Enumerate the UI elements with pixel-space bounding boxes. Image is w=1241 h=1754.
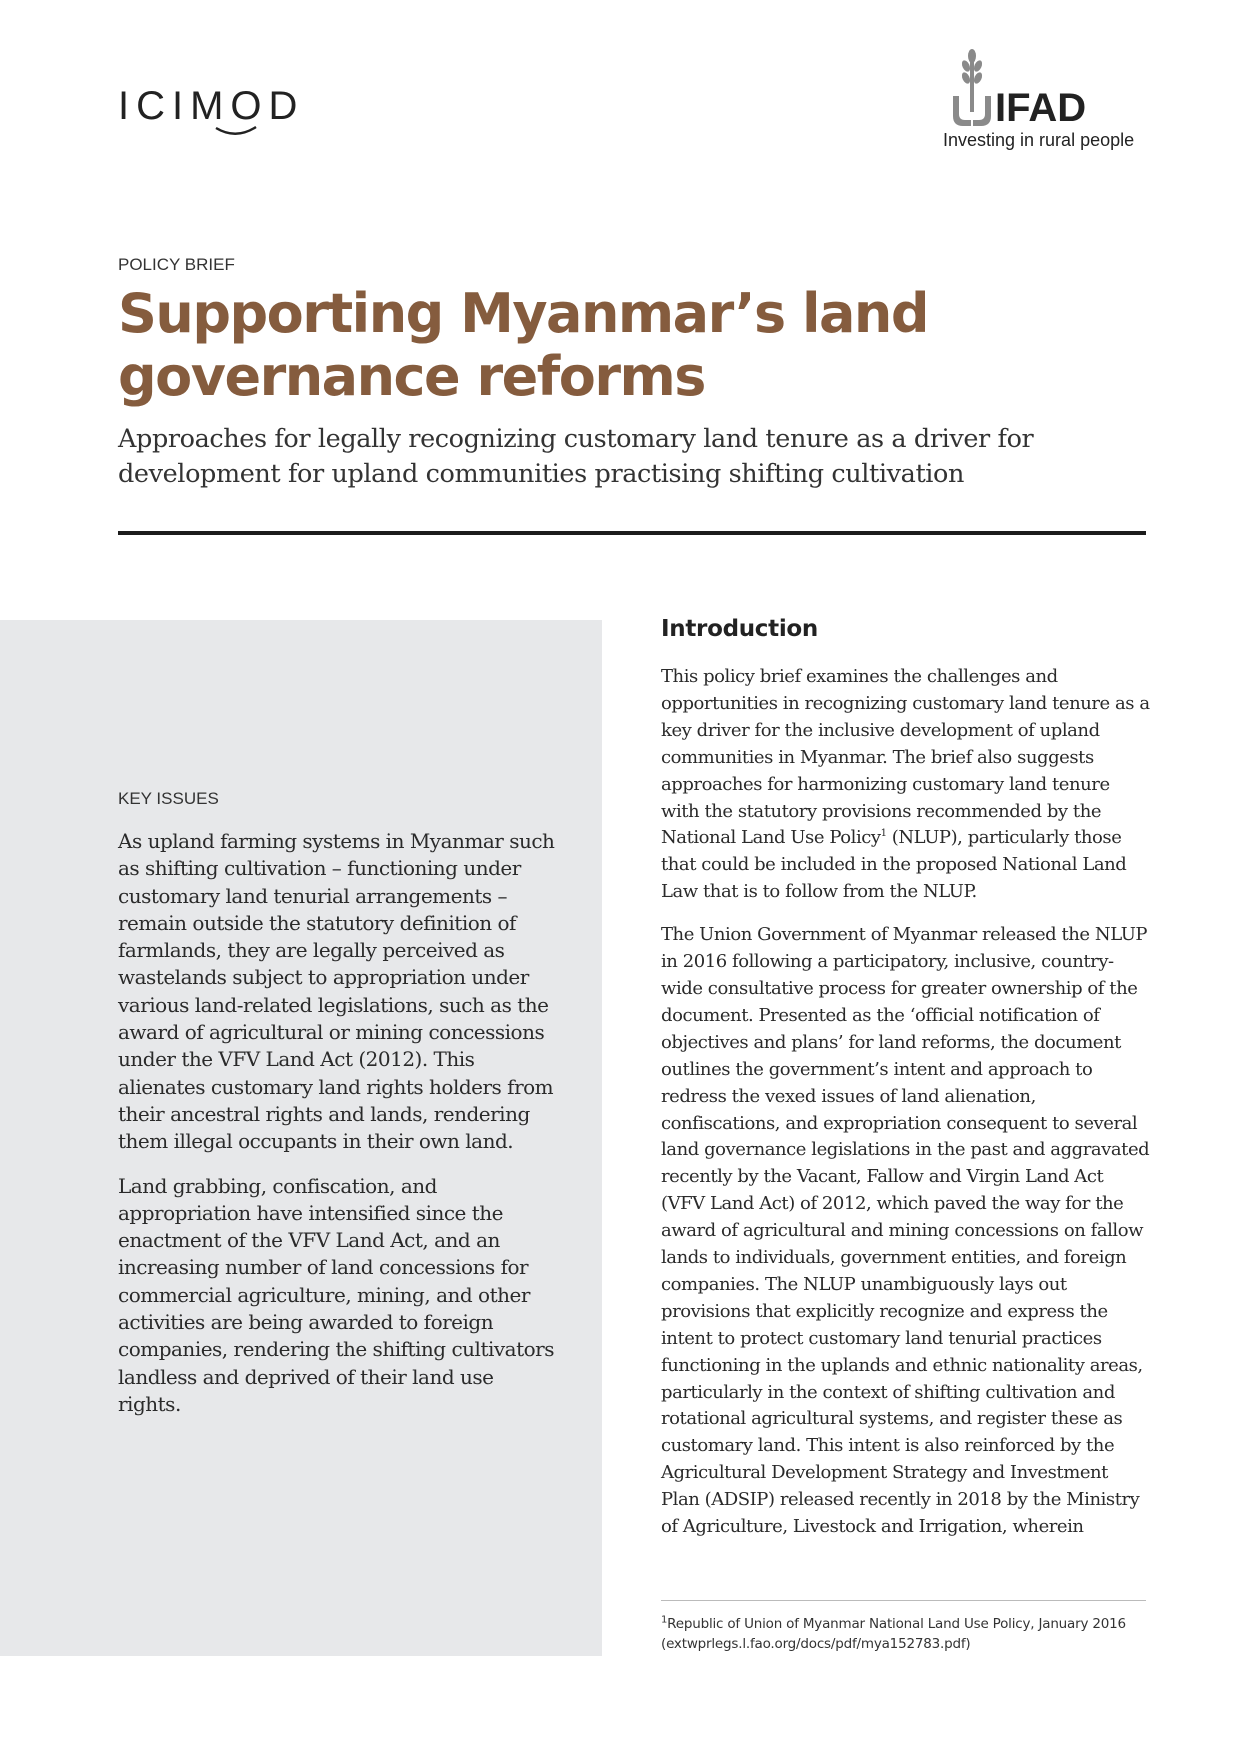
ifad-logo (943, 48, 1149, 158)
paragraph-text: (NLUP), particularly those that could be included in the proposed National Land Law that is to follow from the NLUP. (661, 827, 1127, 903)
ifad-tagline: Investing in rural people (943, 130, 1135, 150)
footnote (661, 1614, 1146, 1654)
icimod-logo (118, 84, 304, 129)
key-issues-paragraph: As upland farming systems in Myanmar such as shifting cultivation – functioning under customary land tenurial arrangements – remain outside the statutory definition of farmlands, they are legally perceived as wastelands subject to appropriation under various land-related legislations, such as the award of agricultural or mining concessions under the VFV Land Act (2012). This alienates customary land rights holders from their ancestral rights and lands, rendering them illegal occupants in their own land. (118, 829, 555, 1154)
introduction-body (661, 664, 1151, 1557)
paragraph-text: This policy brief examines the challenges and opportunities in recognizing customary land tenure as a key driver for the inclusive development of upland communities in Myanmar. The brief also suggests approaches for harmonizing customary land tenure with the statutory provisions recommended by the National Land Use Policy (661, 666, 1150, 849)
page-title: Supporting Myanmar’s land governance reforms (118, 282, 929, 408)
ifad-logo-text: IFAD (995, 86, 1087, 130)
document-type-label: POLICY BRIEF (118, 255, 235, 274)
icimod-swoosh-icon (214, 124, 258, 136)
footnote-marker: 1 (661, 1614, 668, 1626)
ifad-wheat-icon (949, 48, 995, 126)
key-issues-text (118, 828, 558, 1435)
page-subtitle: Approaches for legally recognizing customary land tenure as a driver for development for upland communities practising shifting cultivation (118, 424, 1034, 489)
title-divider (118, 531, 1146, 535)
footnote-reference: 1 (880, 828, 887, 840)
introduction-heading: Introduction (661, 616, 818, 642)
introduction-paragraph (661, 664, 1151, 906)
introduction-paragraph: The Union Government of Myanmar released the NLUP in 2016 following a participatory, inclusive, country-wide consultative process for greater ownership of the document. Presented as the ‘official notification of objectives and plans’ for land reforms, the document outlines the government’s intent and approach to redress the vexed issues of land alienation, confiscations, and expropriation consequent to several land governance legislations in the past and aggravated recently by the Vacant, Fallow and Virgin Land Act (VFV Land Act) of 2012, which paved the way for the award of agricultural and mining concessions on fallow lands to individuals, government entities, and foreign companies. The NLUP unambiguously lays out provisions that explicitly recognize and express the intent to protect customary land tenurial practices functioning in the uplands and ethnic nationality areas, particularly in the context of shifting cultivation and rotational agricultural systems, and register these as customary land. This intent is also reinforced by the Agricultural Development Strategy and Investment Plan (ADSIP) released recently in 2018 by the Ministry of Agriculture, Livestock and Irrigation, wherein (661, 924, 1150, 1538)
key-issues-label: KEY ISSUES (118, 789, 219, 808)
footnote-divider (661, 1600, 1146, 1601)
footnote-text: Republic of Union of Myanmar National Land Use Policy, January 2016 (extwprlegs.l.fao.org/docs/pdf/mya152783.pdf) (661, 1616, 1126, 1652)
icimod-logo-text: ICIMOD (118, 84, 305, 128)
key-issues-paragraph: Land grabbing, confiscation, and appropriation have intensified since the enactment of the VFV Land Act, and an increasing number of land concessions for commercial agriculture, mining, and other activities are being awarded to foreign companies, rendering the shifting cultivators landless and deprived of their land use rights. (118, 1173, 555, 1416)
